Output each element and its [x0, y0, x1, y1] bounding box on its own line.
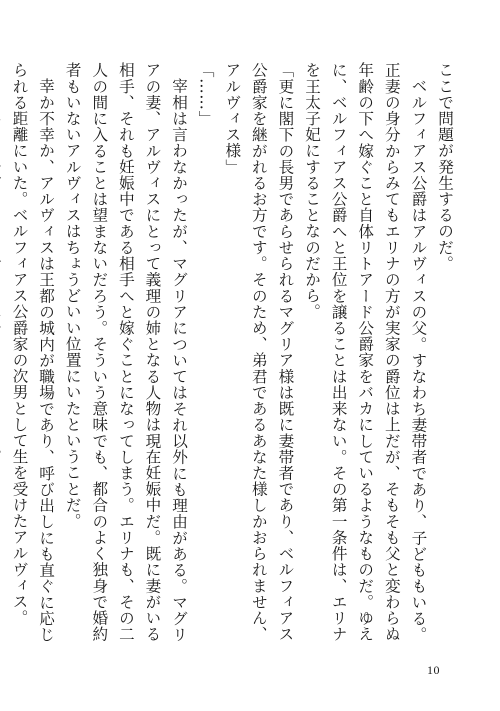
paragraph-4-dialogue: 「……」 — [196, 62, 215, 127]
paragraph-6: 幸か不幸か、アルヴィスは王都の城内が職場であり、呼び出しにも直ぐに応じられる距離にいた。ベルフィアス公爵家の次男として生を受けたアルヴィス。 — [10, 62, 56, 642]
paragraph-2: ベルフィアス公爵はアルヴィスの父。すなわち妻帯者であり、子どももいる。正妻の身分からみてもエリナの方が実家の爵位は上だが、そもそも父と変わらぬ年齢の下へ嫁ぐこと自体リトアード公爵家をバカにしているようなものだ。ゆえに、ベルフィアス公爵へと王位を譲ることは出来ない。その第一条件は、エリナを王太子妃にすることなのだから。 — [303, 62, 428, 642]
paragraph-1: ここで問題が発生するのだ。 — [436, 62, 454, 272]
paragraph-3-dialogue: 「更に閣下の長男であらせられるマグリア様は既に妻帯者であり、ベルフィアス公爵家を継がれるお方です。そのため、弟君であるあなた様しかおられません、アルヴィス様」 — [223, 62, 295, 642]
vertical-text-body — [10, 62, 458, 642]
page-number: 10 — [427, 663, 440, 677]
paragraph-5: 宰相は言わなかったが、マグリアについてはそれ以外にも理由がある。マグリアの妻、アルヴィスにとって義理の姉となる人物は現在妊娠中だ。既に妻がいる相手、それも妊娠中である相手へと嫁ぐことになってしまう。エリナも、その二人の間に入ることは望まないだろう。そういう意味でも、都合のよく独身で婚約者もいないアルヴィスはちょうどいい位置にいたということだ。 — [63, 62, 189, 642]
